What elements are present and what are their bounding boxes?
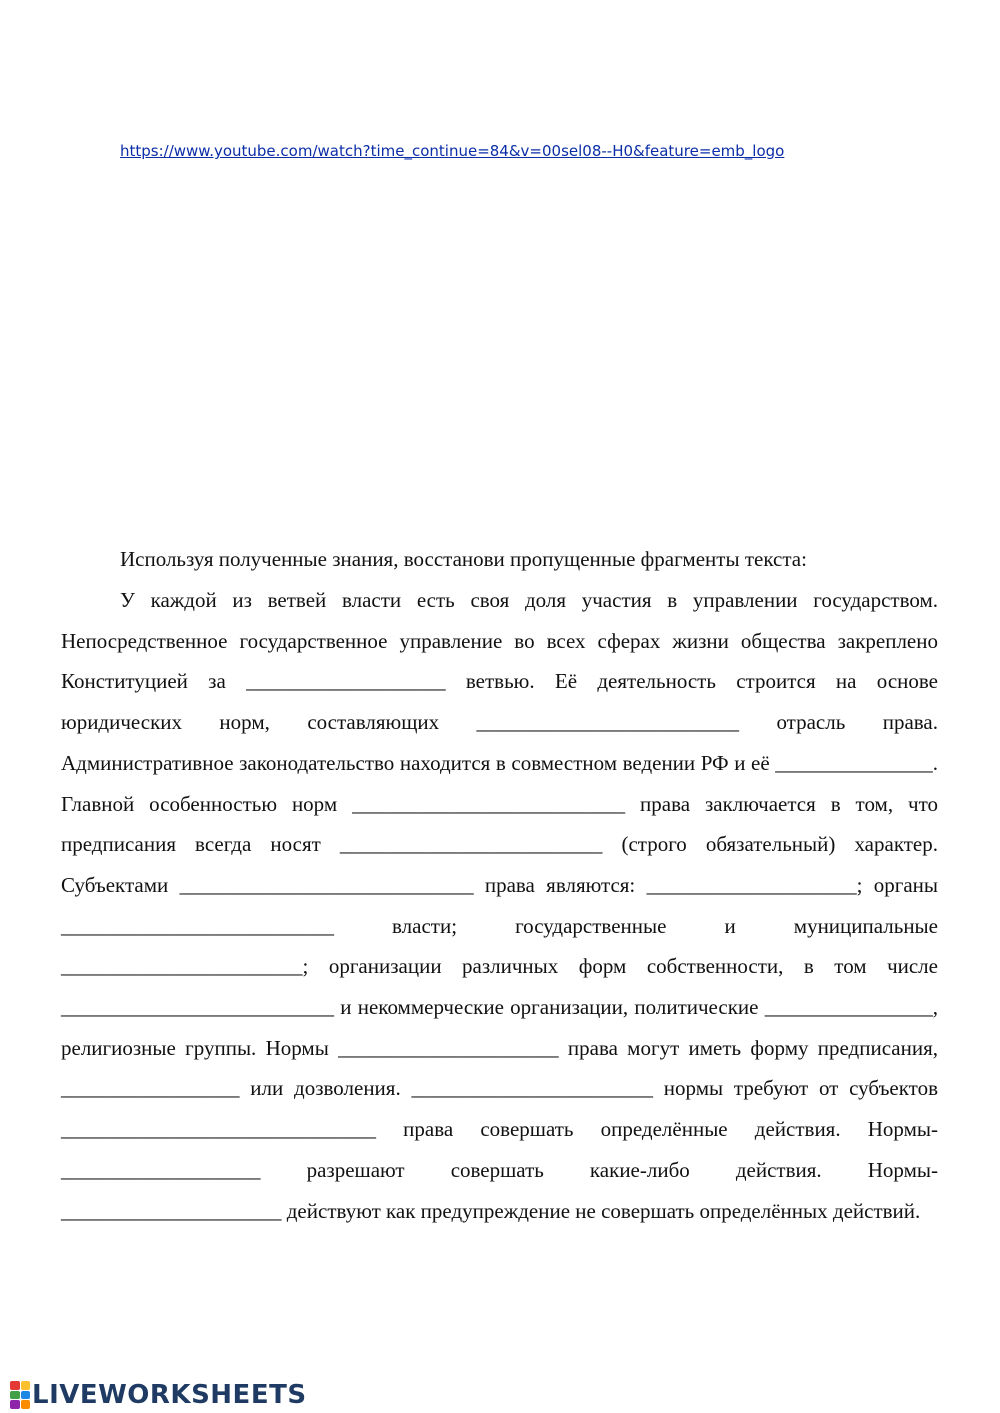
text-fragment: разрешают совершать какие-либо действия. Нормы- <box>260 1157 938 1182</box>
blank-field[interactable]: ________________ <box>764 995 933 1020</box>
blank-field[interactable]: ____________________ <box>646 872 857 897</box>
exercise-text <box>61 580 938 1231</box>
text-fragment: и некоммерческие организации, политические <box>334 995 765 1020</box>
blank-field[interactable]: ______________________________ <box>61 1117 376 1142</box>
blank-field[interactable]: ____________________________ <box>179 872 474 897</box>
liveworksheets-logo <box>10 1379 307 1411</box>
blank-field[interactable]: _______________________ <box>411 1076 654 1101</box>
text-fragment: , религиозные группы. Нормы <box>61 995 938 1060</box>
text-fragment: действуют как предупреждение не совершать определённых действий. <box>281 1198 921 1223</box>
video-link[interactable]: https://www.youtube.com/watch?time_continue=84&v=00sel08--H0&feature=emb_logo <box>120 142 785 160</box>
blank-field[interactable]: _______________ <box>775 750 933 775</box>
blank-field[interactable]: __________________________ <box>61 995 334 1020</box>
blank-field[interactable]: _________________________ <box>339 832 603 857</box>
blank-field[interactable]: __________________________ <box>352 791 626 816</box>
text-fragment: нормы требуют от субъектов <box>653 1076 938 1101</box>
text-fragment: У каждой из ветвей власти есть своя доля участия в управлении государством. Непосредственное государственное управление во всех сферах жизни общества закреплено Конституцией за <box>61 588 938 694</box>
text-fragment: . Главной особенностью норм <box>61 750 938 816</box>
text-fragment: ветвью. Её деятельность строится на основе юридических норм, составляющих <box>61 669 938 735</box>
liveworksheets-logo-icon <box>10 1381 30 1409</box>
blank-field[interactable]: _____________________ <box>338 1035 559 1060</box>
text-fragment: права являются: <box>473 872 647 897</box>
text-fragment: ; органы <box>856 872 938 897</box>
blank-field[interactable]: ___________________ <box>246 669 446 694</box>
text-fragment: права могут иметь форму предписания, <box>558 1035 938 1060</box>
blank-field[interactable]: _____________________ <box>61 1198 282 1223</box>
blank-field[interactable]: _________________________ <box>476 710 740 735</box>
blank-field[interactable]: ___________________ <box>61 1157 261 1182</box>
text-fragment: (строго обязательный) характер. Субъектами <box>61 832 938 897</box>
blank-field[interactable]: _______________________ <box>61 954 303 979</box>
text-fragment: ; организации различных форм собственности, в том числе <box>302 954 938 979</box>
blank-field[interactable]: _________________ <box>61 1076 240 1101</box>
text-fragment: власти; государственные и муниципальные <box>334 913 938 938</box>
text-fragment: отрасль права. Административное законодательство находится в совместном ведении РФ и её <box>61 710 938 775</box>
exercise-instruction: Используя полученные знания, восстанови пропущенные фрагменты текста: <box>120 547 807 571</box>
logo-text: LIVEWORKSHEETS <box>32 1380 307 1410</box>
blank-field[interactable]: __________________________ <box>61 913 334 938</box>
text-fragment: права совершать определённые действия. Нормы- <box>376 1117 938 1142</box>
text-fragment: права заключается в том, что предписания всегда носят <box>61 791 938 857</box>
text-fragment: или дозволения. <box>239 1076 412 1101</box>
